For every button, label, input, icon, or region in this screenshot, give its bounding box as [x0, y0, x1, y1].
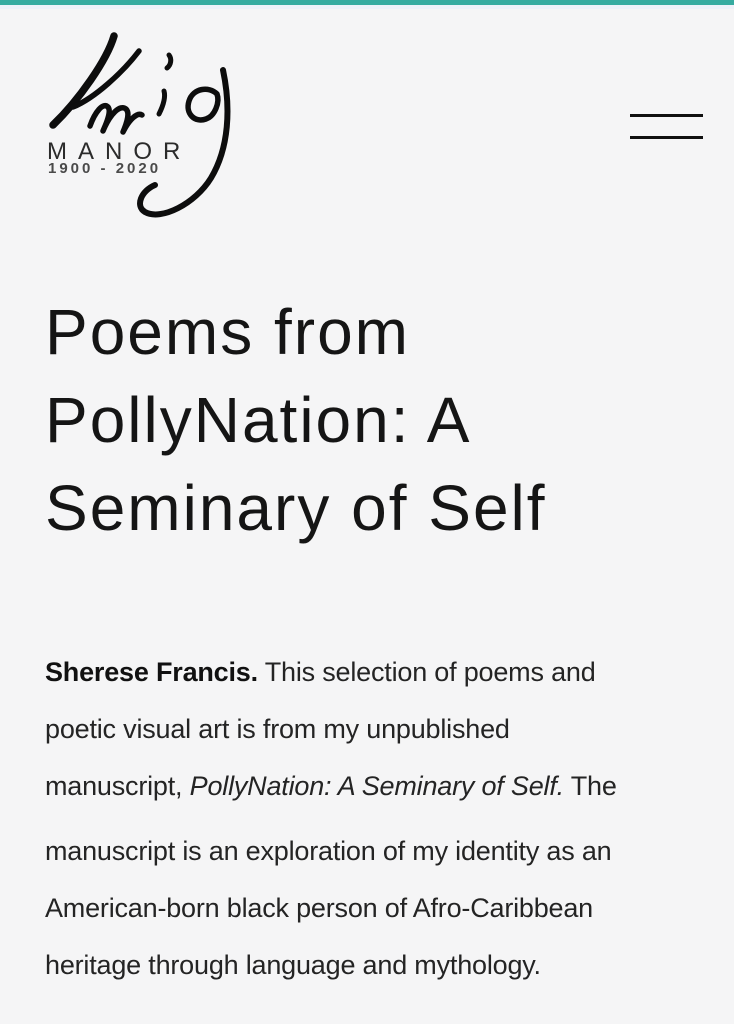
- intro-p2-line-3: heritage through language and mythology.: [45, 950, 541, 980]
- intro-p1-line-3: [45, 758, 710, 815]
- manuscript-title-italic: PollyNation: A Seminary of Self.: [189, 771, 564, 801]
- intro-p1-line-1-rest: This selection of poems and: [257, 657, 596, 687]
- hamburger-line-bottom: [630, 136, 703, 139]
- intro-paragraph-2: [45, 823, 710, 994]
- intro-p1-line-2: poetic visual art is from my unpublished: [45, 714, 510, 744]
- page-title: [45, 288, 547, 552]
- intro-text: [45, 644, 710, 994]
- intro-paragraph-1: [45, 644, 710, 815]
- logo-years-text: 1900 - 2020: [48, 160, 162, 177]
- logo-manor-text: MANOR: [47, 138, 192, 165]
- top-accent-subline: [0, 5, 734, 9]
- intro-p1-line-1: [45, 644, 710, 701]
- hamburger-line-top: [630, 114, 703, 117]
- king-manor-logo[interactable]: [45, 28, 250, 226]
- page-title-line-1: Poems from: [45, 296, 410, 368]
- page-title-line-2: PollyNation: A: [45, 384, 472, 456]
- intro-p2-line-2: American-born black person of Afro-Caribbean: [45, 893, 593, 923]
- intro-p1-line-3-post: The: [563, 771, 617, 801]
- author-name: Sherese Francis.: [45, 657, 258, 687]
- intro-p2-line-1: manuscript is an exploration of my identity as an: [45, 836, 612, 866]
- page-title-line-3: Seminary of Self: [45, 472, 547, 544]
- hamburger-menu-icon[interactable]: [630, 106, 703, 146]
- king-script-signature-icon: [45, 28, 250, 226]
- intro-p1-line-3-pre: manuscript,: [45, 771, 190, 801]
